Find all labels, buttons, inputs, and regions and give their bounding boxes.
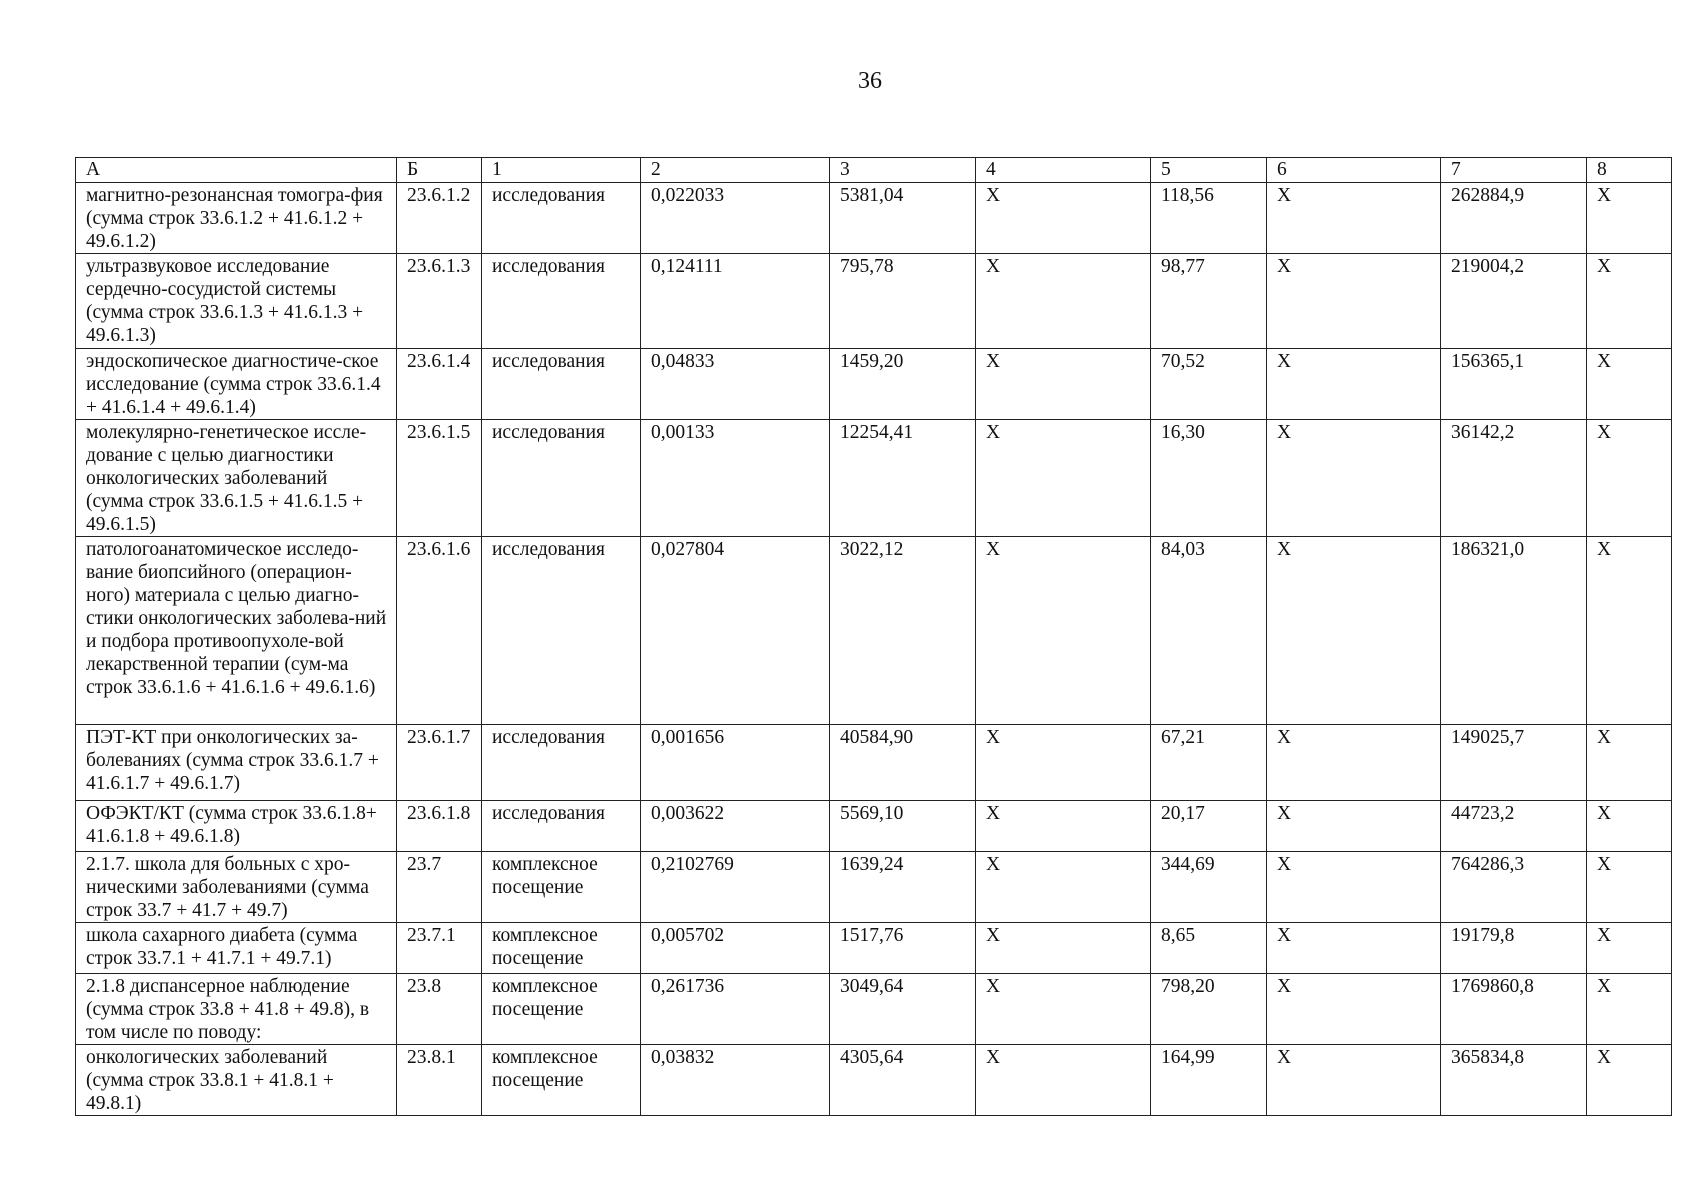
row-col-7: 186321,0 (1441, 537, 1587, 725)
row-code: 23.6.1.3 (397, 254, 482, 349)
row-col-2: 0,03832 (641, 1045, 830, 1116)
row-col-8: X (1587, 725, 1672, 801)
table-row (76, 537, 1672, 725)
row-col-8: X (1587, 852, 1672, 923)
table-header-row (76, 158, 1672, 183)
row-unit: исследования (482, 801, 641, 852)
row-col-5: 16,30 (1151, 420, 1267, 537)
row-name: молекулярно-генетическое иссле-дование с целью диагностики онкологических заболеваний (сумма строк 33.6.1.5 + 41.6.1.5 + 49.6.1.5) (76, 420, 397, 537)
row-col-6: X (1267, 537, 1441, 725)
row-unit: исследования (482, 725, 641, 801)
row-col-5: 67,21 (1151, 725, 1267, 801)
row-col-8: X (1587, 254, 1672, 349)
row-col-5: 344,69 (1151, 852, 1267, 923)
table-row (76, 852, 1672, 923)
table-row (76, 349, 1672, 420)
row-col-6: X (1267, 974, 1441, 1045)
row-col-2: 0,04833 (641, 349, 830, 420)
row-col-3: 3022,12 (830, 537, 976, 725)
row-name: эндоскопическое диагностиче-ское исследование (сумма строк 33.6.1.4 + 41.6.1.4 + 49.6.1.4) (76, 349, 397, 420)
row-unit: исследования (482, 254, 641, 349)
row-col-2: 0,001656 (641, 725, 830, 801)
row-unit: исследования (482, 183, 641, 254)
row-col-4: X (976, 725, 1151, 801)
row-unit: комплексное посещение (482, 923, 641, 974)
row-col-4: X (976, 974, 1151, 1045)
header-cell: А (76, 158, 397, 183)
row-code: 23.7 (397, 852, 482, 923)
table-row (76, 183, 1672, 254)
table-row (76, 923, 1672, 974)
row-unit: исследования (482, 537, 641, 725)
row-col-2: 0,2102769 (641, 852, 830, 923)
row-unit: исследования (482, 420, 641, 537)
row-code: 23.6.1.2 (397, 183, 482, 254)
row-code: 23.6.1.4 (397, 349, 482, 420)
row-col-7: 19179,8 (1441, 923, 1587, 974)
header-cell: 1 (482, 158, 641, 183)
row-name: ОФЭКТ/КТ (сумма строк 33.6.1.8+ 41.6.1.8 + 49.6.1.8) (76, 801, 397, 852)
row-col-5: 798,20 (1151, 974, 1267, 1045)
row-col-6: X (1267, 852, 1441, 923)
row-unit: комплексное посещение (482, 974, 641, 1045)
row-col-4: X (976, 349, 1151, 420)
header-cell: 4 (976, 158, 1151, 183)
row-col-4: X (976, 254, 1151, 349)
row-name: 2.1.7. школа для больных с хро-ническими заболеваниями (сумма строк 33.7 + 41.7 + 49.7) (76, 852, 397, 923)
row-col-8: X (1587, 420, 1672, 537)
row-col-6: X (1267, 420, 1441, 537)
row-name: магнитно-резонансная томогра-фия (сумма строк 33.6.1.2 + 41.6.1.2 + 49.6.1.2) (76, 183, 397, 254)
row-col-3: 1459,20 (830, 349, 976, 420)
table-row (76, 1045, 1672, 1116)
row-name: патологоанатомическое исследо-вание биопсийного (операцион-ного) материала с целью диагно-стики онкологических заболева-ний и подбора противоопухоле-вой лекарственной терапии (сум-ма строк 33.6.1.6 + 41.6.1.6 + 49.6.1.6) (76, 537, 397, 725)
row-col-7: 149025,7 (1441, 725, 1587, 801)
table-body (76, 158, 1672, 1116)
table-row (76, 725, 1672, 801)
row-col-6: X (1267, 349, 1441, 420)
row-col-6: X (1267, 183, 1441, 254)
row-col-5: 70,52 (1151, 349, 1267, 420)
row-col-8: X (1587, 349, 1672, 420)
row-col-2: 0,124111 (641, 254, 830, 349)
row-col-2: 0,00133 (641, 420, 830, 537)
row-col-6: X (1267, 725, 1441, 801)
table-row (76, 254, 1672, 349)
row-name: 2.1.8 диспансерное наблюдение (сумма строк 33.8 + 41.8 + 49.8), в том числе по поводу: (76, 974, 397, 1045)
row-col-8: X (1587, 923, 1672, 974)
row-col-2: 0,005702 (641, 923, 830, 974)
row-col-3: 5569,10 (830, 801, 976, 852)
row-col-6: X (1267, 923, 1441, 974)
row-code: 23.7.1 (397, 923, 482, 974)
table-row (76, 801, 1672, 852)
row-col-3: 40584,90 (830, 725, 976, 801)
row-col-8: X (1587, 974, 1672, 1045)
row-col-6: X (1267, 1045, 1441, 1116)
row-col-4: X (976, 923, 1151, 974)
row-name: ультразвуковое исследование сердечно-сосудистой системы (сумма строк 33.6.1.3 + 41.6.1.3 + 49.6.1.3) (76, 254, 397, 349)
row-col-5: 20,17 (1151, 801, 1267, 852)
row-code: 23.8 (397, 974, 482, 1045)
row-col-2: 0,027804 (641, 537, 830, 725)
row-col-7: 262884,9 (1441, 183, 1587, 254)
table-row (76, 420, 1672, 537)
row-col-4: X (976, 801, 1151, 852)
row-col-8: X (1587, 537, 1672, 725)
row-col-8: X (1587, 1045, 1672, 1116)
row-col-7: 764286,3 (1441, 852, 1587, 923)
row-col-7: 44723,2 (1441, 801, 1587, 852)
row-col-8: X (1587, 183, 1672, 254)
row-col-5: 84,03 (1151, 537, 1267, 725)
row-name: ПЭТ-КТ при онкологических за-болеваниях (сумма строк 33.6.1.7 + 41.6.1.7 + 49.6.1.7) (76, 725, 397, 801)
row-col-3: 5381,04 (830, 183, 976, 254)
row-code: 23.6.1.8 (397, 801, 482, 852)
row-col-4: X (976, 183, 1151, 254)
data-table (75, 157, 1672, 1116)
row-name: школа сахарного диабета (сумма строк 33.7.1 + 41.7.1 + 49.7.1) (76, 923, 397, 974)
row-col-4: X (976, 420, 1151, 537)
row-col-5: 118,56 (1151, 183, 1267, 254)
row-code: 23.6.1.5 (397, 420, 482, 537)
row-unit: комплексное посещение (482, 1045, 641, 1116)
header-cell: Б (397, 158, 482, 183)
row-col-5: 164,99 (1151, 1045, 1267, 1116)
row-col-3: 795,78 (830, 254, 976, 349)
row-code: 23.6.1.7 (397, 725, 482, 801)
row-col-3: 3049,64 (830, 974, 976, 1045)
header-cell: 7 (1441, 158, 1587, 183)
row-col-6: X (1267, 801, 1441, 852)
header-cell: 3 (830, 158, 976, 183)
row-col-5: 8,65 (1151, 923, 1267, 974)
row-code: 23.6.1.6 (397, 537, 482, 725)
header-cell: 2 (641, 158, 830, 183)
row-col-3: 12254,41 (830, 420, 976, 537)
row-col-8: X (1587, 801, 1672, 852)
row-col-5: 98,77 (1151, 254, 1267, 349)
row-col-7: 36142,2 (1441, 420, 1587, 537)
header-cell: 8 (1587, 158, 1672, 183)
row-col-4: X (976, 1045, 1151, 1116)
row-col-6: X (1267, 254, 1441, 349)
row-col-4: X (976, 537, 1151, 725)
row-col-7: 219004,2 (1441, 254, 1587, 349)
page-number: 36 (858, 68, 882, 94)
row-col-7: 365834,8 (1441, 1045, 1587, 1116)
header-cell: 5 (1151, 158, 1267, 183)
row-col-3: 1517,76 (830, 923, 976, 974)
row-name: онкологических заболеваний (сумма строк 33.8.1 + 41.8.1 + 49.8.1) (76, 1045, 397, 1116)
row-col-4: X (976, 852, 1151, 923)
row-col-3: 4305,64 (830, 1045, 976, 1116)
row-col-7: 1769860,8 (1441, 974, 1587, 1045)
row-unit: исследования (482, 349, 641, 420)
table-row (76, 974, 1672, 1045)
row-col-2: 0,022033 (641, 183, 830, 254)
row-unit: комплексное посещение (482, 852, 641, 923)
row-col-2: 0,261736 (641, 974, 830, 1045)
row-code: 23.8.1 (397, 1045, 482, 1116)
header-cell: 6 (1267, 158, 1441, 183)
row-col-2: 0,003622 (641, 801, 830, 852)
row-col-7: 156365,1 (1441, 349, 1587, 420)
row-col-3: 1639,24 (830, 852, 976, 923)
